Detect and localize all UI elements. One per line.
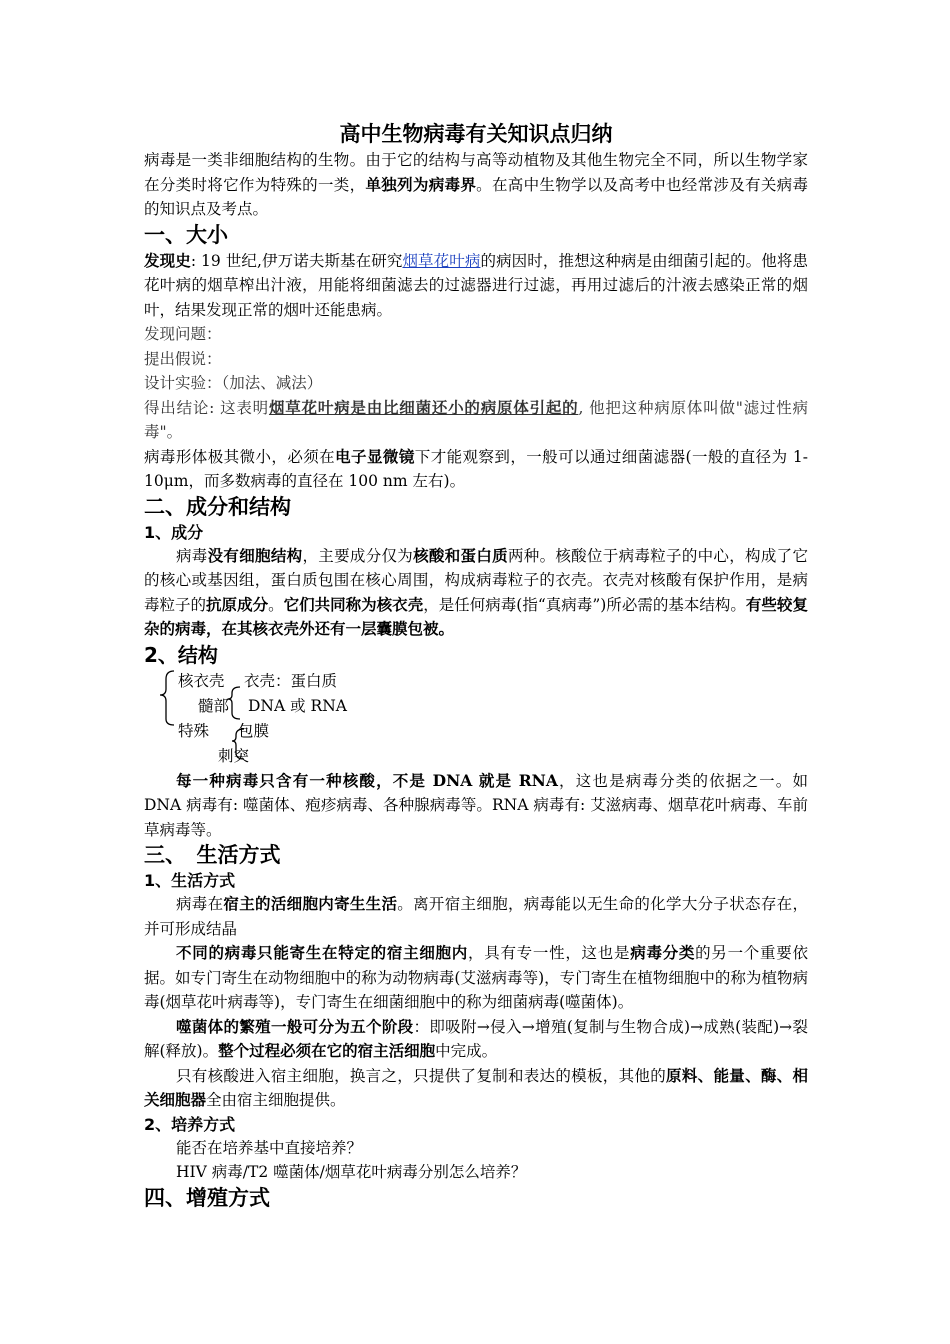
comp-text-2: ，主要成分仅为 <box>302 546 414 565</box>
host-text-2: 的另一个重要依据。如专门寄生在动物细胞中的称为动物病毒(艾滋病毒等)，专门寄生在植物细胞中的称为植物病毒(烟草花叶病毒等)，专门寄生在细菌细胞中的称为细菌病毒(噬菌体)。 <box>144 944 808 1011</box>
subsection-structure: 2、结构 <box>144 642 218 667</box>
intro-bold: 单独列为病毒界 <box>365 174 477 194</box>
discovery-paragraph <box>144 249 808 323</box>
culture-question-2: HIV 病毒/T2 噬菌体/烟草花叶病毒分别怎么培养？ <box>176 1163 527 1181</box>
discovery-label: 发现史 <box>144 250 191 270</box>
subsection-lifestyle: 1、生活方式 <box>144 871 236 890</box>
core-label: 髓部 <box>198 696 230 715</box>
composition-paragraph <box>144 544 808 642</box>
comp-bold-5: 有些较复杂的病毒，在其核衣壳外还有一层囊膜包被。 <box>144 594 808 638</box>
host-bold: 不同的病毒只能寄生在特定的宿主细胞内 <box>176 943 468 962</box>
subsection-composition: 1、成分 <box>144 522 204 542</box>
hypothesis-line: 提出假说： <box>144 349 222 368</box>
comp-bold: 没有细胞结构 <box>207 545 303 565</box>
dna-rna-label: DNA 或 RNA <box>248 696 347 715</box>
intro-text-2: 。在高中生物学以及高考中也经常涉及有关病毒的知识点及考点。 <box>144 175 808 218</box>
phage-bold: 噬菌体的繁殖一般可分为五个阶段 <box>176 1016 414 1036</box>
na-text: ，这也是病毒分类的依据之一。如 DNA 病毒有: 噬菌体、疱疹病毒、各种腺病毒等。RNA 病毒有: 艾滋病毒、烟草花叶病毒、车前草病毒等。 <box>144 771 808 839</box>
intro-paragraph <box>144 148 808 222</box>
comp-text: 病毒 <box>176 546 208 565</box>
envelope-label: 包膜 <box>238 721 270 740</box>
template-bold: 原料、能量、酶、相关细胞器 <box>144 1065 808 1109</box>
comp-text-3: 两种。核酸位于病毒粒子的中心，构成了它的核心或基因组，蛋白质包围在核心周围，构成病毒粒子的衣壳。衣壳对核酸有保护作用，是病毒粒子的 <box>144 546 808 614</box>
comp-text-4: 。 <box>268 595 284 614</box>
capsid-label: 衣壳：蛋白质 <box>244 671 338 690</box>
comp-bold-2: 核酸和蛋白质 <box>413 545 508 565</box>
conclusion-paragraph <box>144 396 808 445</box>
size-text-2: 下才能观察到，一般可以通过细菌滤器(一般的直径为 1-10μm，而多数病毒的直径在 100 nm 左右)。 <box>144 447 808 490</box>
life-text: 病毒在 <box>176 895 224 913</box>
discovery-text-2: 的病因时，推想这种病是由细菌引起的。他将患花叶病的烟草榨出汁液，用能将细菌滤去的过滤器进行过滤，再用过滤后的汁液去感染正常的烟叶，结果发现正常的烟叶还能患病。 <box>144 251 808 319</box>
section-3-heading: 三、 生活方式 <box>144 843 281 867</box>
na-bold: 每一种病毒只含有一种核酸，不是 DNA 就是 RNA <box>176 770 558 790</box>
phage-text: ：即吸附→侵入→增殖(复制与生物合成)→成熟(装配)→裂解(释放)。 <box>144 1017 808 1060</box>
spike-label: 刺突 <box>218 746 250 765</box>
size-bold: 电子显微镜 <box>335 446 415 466</box>
size-paragraph <box>144 445 808 494</box>
host-bold-2: 病毒分类 <box>630 943 696 962</box>
structure-diagram <box>144 669 808 769</box>
conclusion-bold: 烟草花叶病是由比细菌还小的病原体引起的 <box>268 397 579 417</box>
phage-text-2: 中完成。 <box>435 1042 498 1060</box>
section-1-heading: 一、大小 <box>144 222 228 247</box>
host-text: ，具有专一性，这也是 <box>468 944 631 962</box>
template-text-2: 全由宿主细胞提供。 <box>206 1091 346 1109</box>
phage-bold-2: 整个过程必须在它的宿主活细胞 <box>218 1041 436 1060</box>
question-line: 发现问题： <box>144 325 222 343</box>
section-2-heading: 二、成分和结构 <box>144 494 291 519</box>
discovery-text: : 19 世纪,伊万诺夫斯基在研究 <box>190 251 403 270</box>
intro-text: 病毒是一类非细胞结构的生物。由于它的结构与高等动植物及其他生物完全不同，所以生物学家在分类时将它作为特殊的一类， <box>144 151 808 194</box>
comp-bold-4: 它们共同称为核衣壳 <box>283 594 424 614</box>
comp-bold-3: 抗原成分 <box>206 594 269 614</box>
experiment-line: 设计实验：（加法、减法） <box>144 374 323 392</box>
special-label: 特殊 <box>178 721 210 740</box>
size-text: 病毒形体极其微小，必须在 <box>144 447 336 466</box>
comp-text-5: ，是任何病毒(指“真病毒”)所必需的基本结构。 <box>423 595 746 614</box>
lifestyle-paragraph-2 <box>144 941 808 1015</box>
nucleic-acid-paragraph <box>144 769 808 843</box>
document-page <box>144 120 808 1212</box>
tobacco-mosaic-link[interactable]: 烟草花叶病 <box>402 251 481 270</box>
lifestyle-paragraph-4 <box>144 1064 808 1113</box>
section-4-heading: 四、增殖方式 <box>144 1185 270 1210</box>
life-text-2: 。离开宿主细胞，病毒能以无生命的化学大分子状态存在，并可形成结晶 <box>144 895 808 938</box>
life-bold: 宿主的活细胞内寄生生活 <box>223 894 398 913</box>
template-text: 只有核酸进入宿主细胞，换言之，只提供了复制和表达的模板，其他的 <box>176 1066 667 1085</box>
conclusion-text: 得出结论: 这表明 <box>144 398 269 417</box>
lifestyle-paragraph-3 <box>144 1015 808 1064</box>
nucleocapsid-label: 核衣壳 <box>178 671 225 690</box>
subsection-culture: 2、培养方式 <box>144 1114 236 1134</box>
conclusion-text-2: , 他把这种病原体叫做"滤过性病毒"。 <box>144 398 808 441</box>
culture-question-1: 能否在培养基中直接培养？ <box>176 1138 363 1157</box>
page-title: 高中生物病毒有关知识点归纳 <box>339 122 613 146</box>
lifestyle-paragraph-1 <box>144 892 808 941</box>
